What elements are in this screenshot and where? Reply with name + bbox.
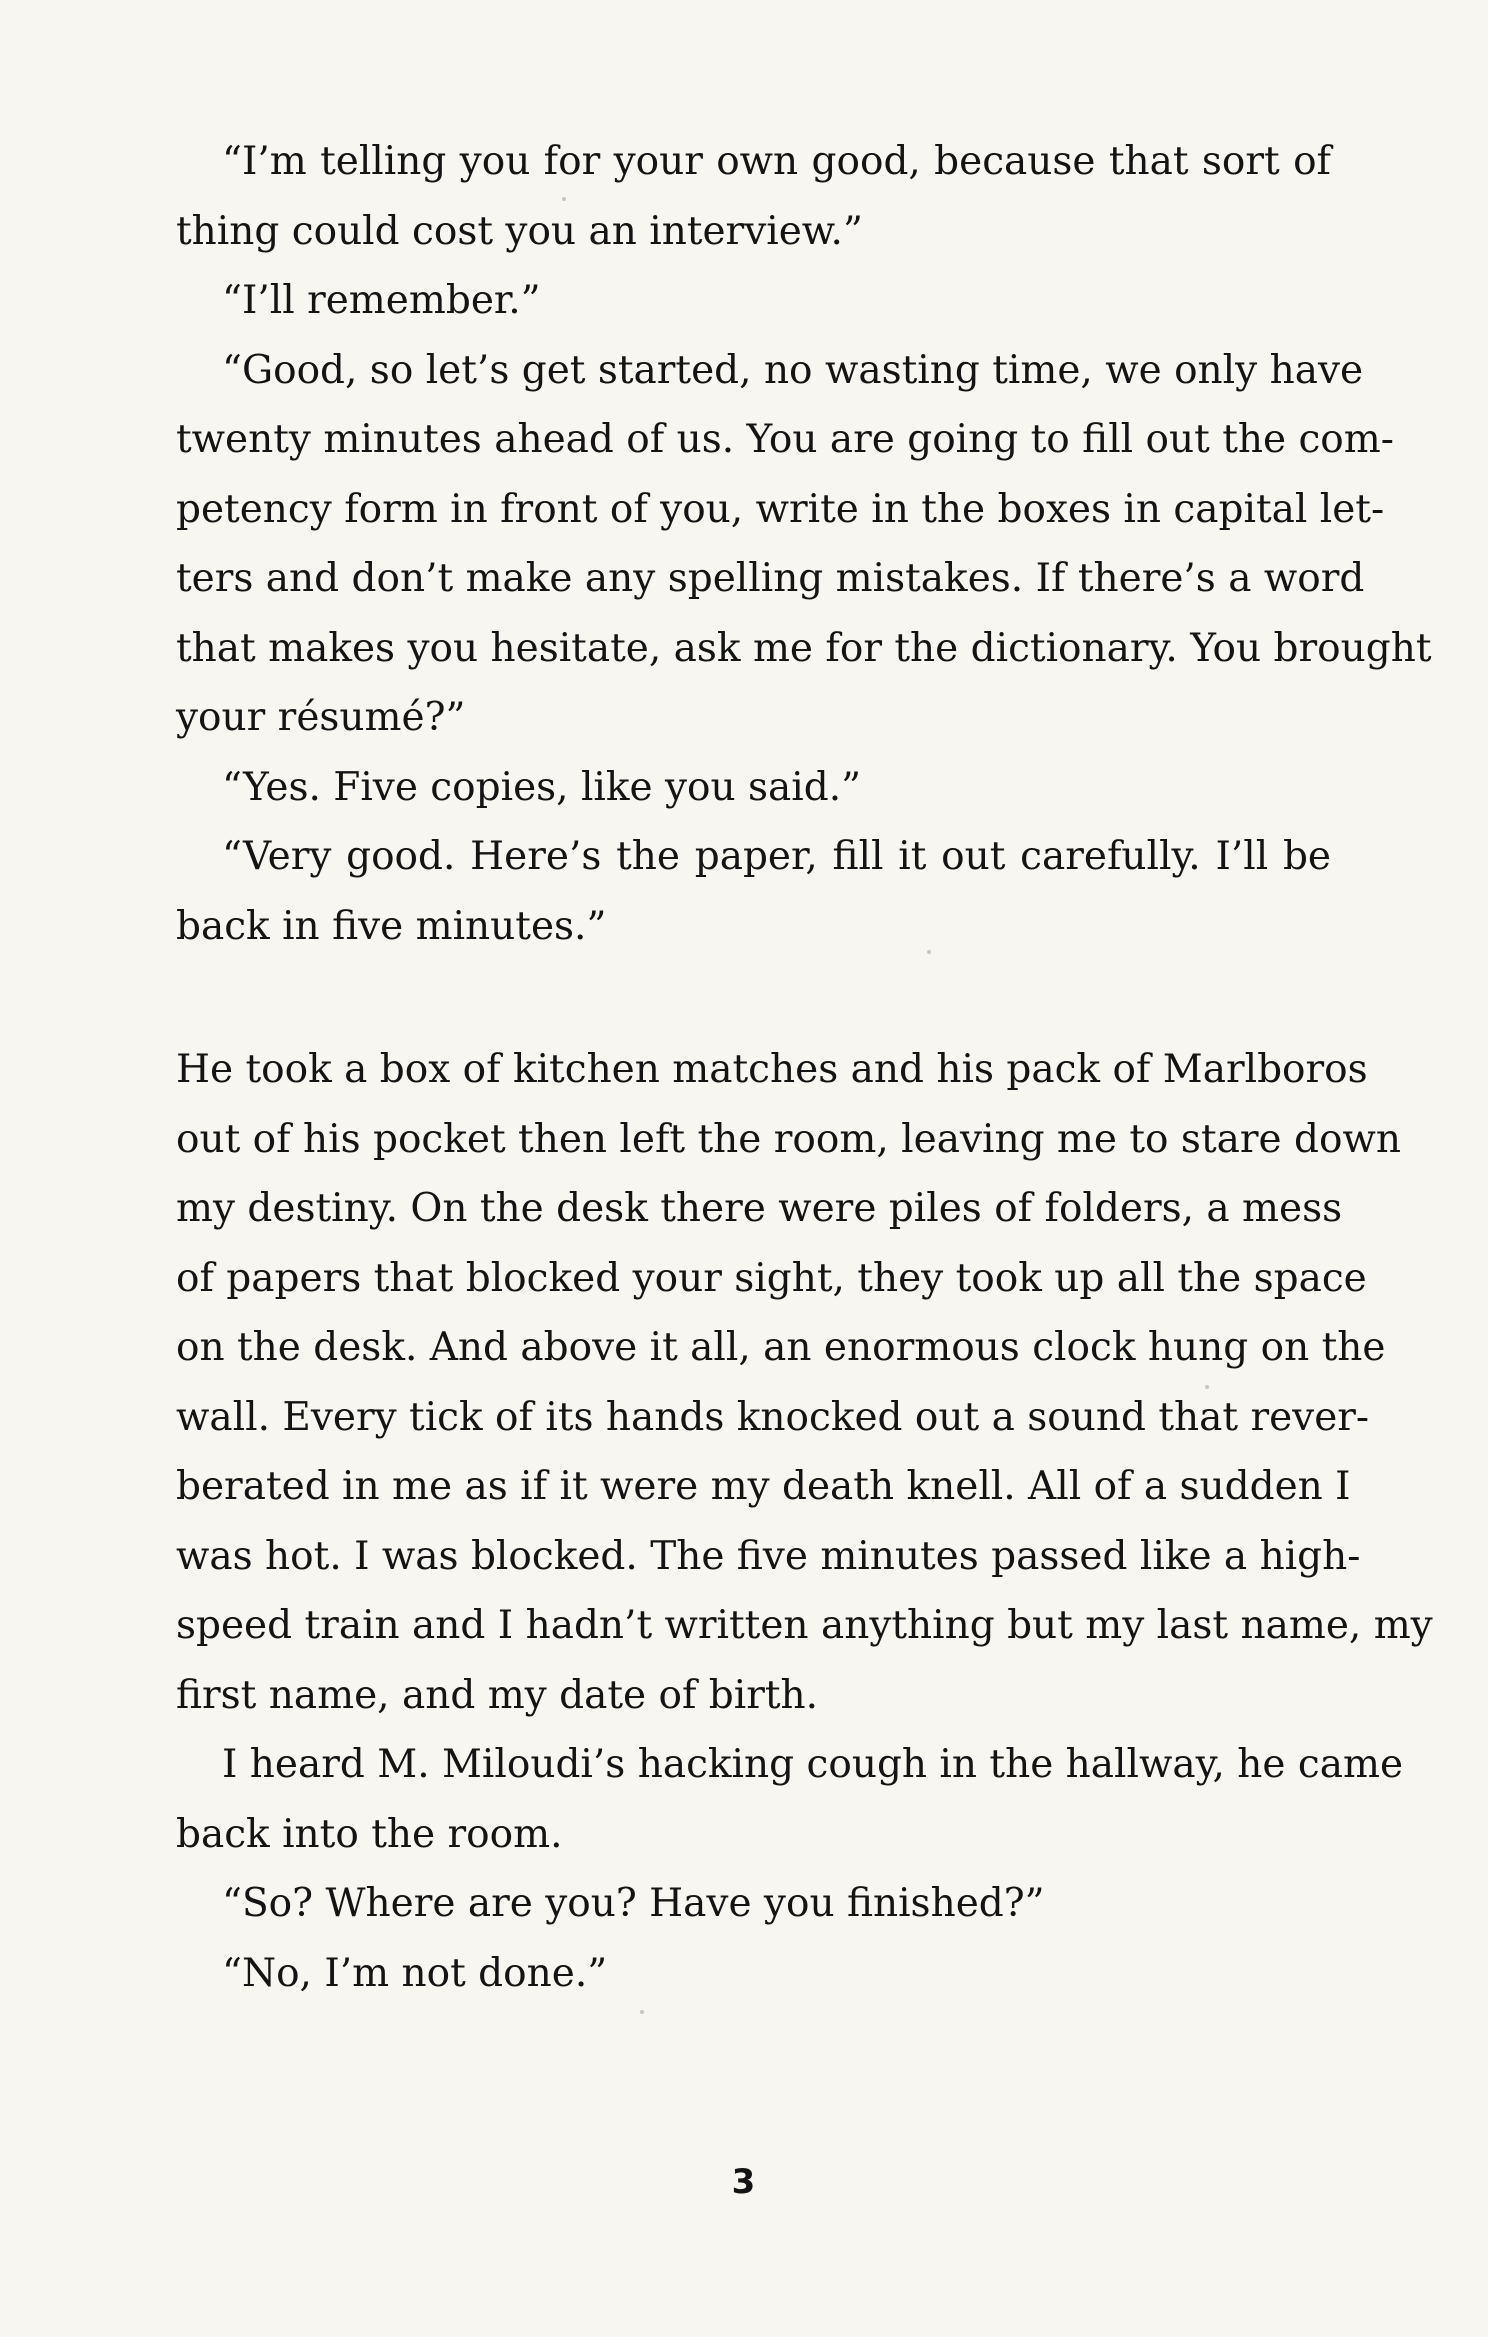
text-line: twenty minutes ahead of us. You are going to fill out the com- xyxy=(176,417,1394,462)
text-line: back in five minutes.” xyxy=(176,903,607,949)
paper-speck xyxy=(640,2010,644,2014)
text-line: “I’m telling you for your own good, because that sort of xyxy=(222,139,1331,184)
text-line: “I’ll remember.” xyxy=(222,278,541,323)
text-line: thing could cost you an interview.” xyxy=(176,208,863,254)
text-line: was hot. I was blocked. The five minutes passed like a high- xyxy=(176,1533,1361,1579)
page-number: 3 xyxy=(731,2162,757,2202)
text-line: “Very good. Here’s the paper, fill it out carefully. I’ll be xyxy=(222,834,1331,879)
text-line: of papers that blocked your sight, they took up all the space xyxy=(176,1255,1367,1301)
text-line: first name, and my date of birth. xyxy=(176,1672,819,1718)
text-line: petency form in front of you, write in the boxes in capital let- xyxy=(176,486,1385,532)
text-line: wall. Every tick of its hands knocked out a sound that rever- xyxy=(176,1394,1370,1440)
text-line: “Yes. Five copies, like you said.” xyxy=(222,764,862,810)
text-line: “So? Where are you? Have you finished?” xyxy=(222,1881,1045,1926)
text-line: berated in me as if it were my death knell. All of a sudden I xyxy=(176,1464,1351,1509)
text-line: speed train and I hadn’t written anything but my last name, my xyxy=(176,1603,1433,1648)
text-line: “No, I’m not done.” xyxy=(222,1950,608,1996)
text-line: my destiny. On the desk there were piles of folders, a mess xyxy=(176,1186,1343,1231)
text-line: back into the room. xyxy=(176,1811,563,1857)
text-line: “Good, so let’s get started, no wasting time, we only have xyxy=(222,347,1364,393)
text-line: I heard M. Miloudi’s hacking cough in the hallway, he came xyxy=(222,1742,1404,1787)
text-line: that makes you hesitate, ask me for the dictionary. You brought xyxy=(176,625,1432,671)
text-line: out of his pocket then left the room, leaving me to stare down xyxy=(176,1116,1401,1162)
text-line: He took a box of kitchen matches and his pack of Marlboros xyxy=(176,1047,1368,1092)
text-line: ters and don’t make any spelling mistakes. If there’s a word xyxy=(176,556,1365,601)
text-section-narrative xyxy=(176,1035,1433,2008)
text-section-dialogue xyxy=(176,127,1432,961)
text-line: your résumé?” xyxy=(176,695,466,740)
text-line: on the desk. And above it all, an enormous clock hung on the xyxy=(176,1325,1386,1370)
